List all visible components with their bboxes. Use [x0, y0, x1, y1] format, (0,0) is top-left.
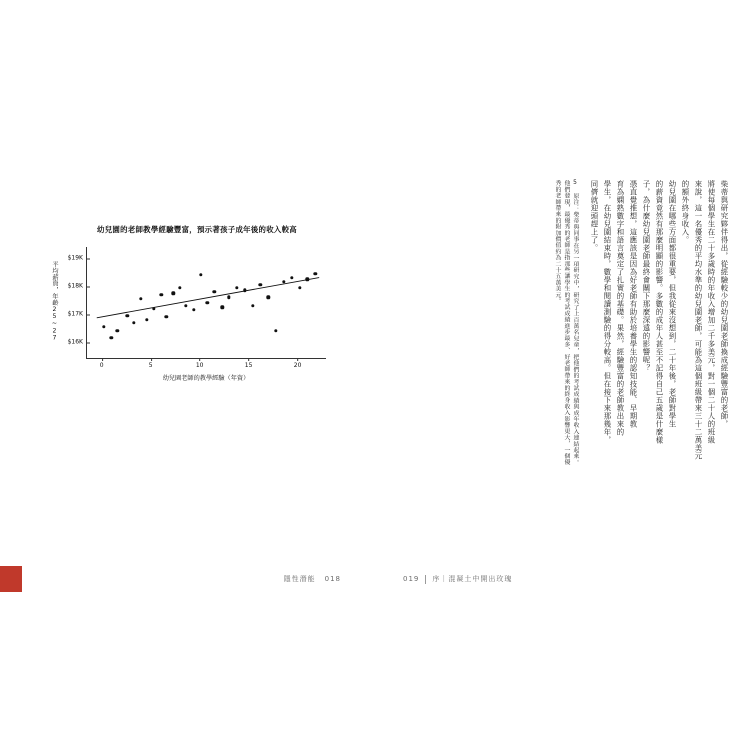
y-axis-label: 平均薪資，年齡25~27 [51, 261, 58, 342]
body-text-column: 的薪資竟然有那麼明顯的影響。多數的成年人甚至不記得自己五歲是什麼樣 [655, 180, 664, 444]
figure-kindergarten-teacher-experience [42, 224, 352, 404]
x-axis-tick: 10 [196, 358, 204, 369]
body-text-column: 幼兒園在哪些方面都很重要，但我從來沒想到，二十年後，老師對學生 [668, 180, 677, 428]
x-axis-tick: 5 [149, 358, 153, 369]
footnote-column: 5 原注：柴蒂與同事在另一項研究中，研究了上百萬名兒童，把他們的考試成績與成年收入連結起來。 [572, 180, 578, 466]
y-axis-tick: $17K [68, 311, 87, 318]
x-axis-tick: 0 [100, 358, 104, 369]
book-spread [0, 158, 750, 592]
folio-left-page [284, 574, 341, 584]
y-axis-tick: $16K [68, 339, 87, 346]
x-axis-tick: 15 [245, 358, 253, 369]
folio-section-label: 序｜混凝土中開出玫瑰 [432, 575, 513, 583]
plot-area-wrapper [42, 241, 352, 393]
folio-section-label: 隱性潛能 [283, 575, 316, 583]
footnote-column: 秀的老師帶來的附加價值約為二十五萬美元。 [554, 180, 560, 304]
body-text-column: 的額外終身收入。 [681, 180, 690, 244]
red-corner-block [0, 566, 22, 592]
book-page-left [20, 158, 365, 592]
body-text-column: 來說，這一名優秀的平均水準的幼兒園老師，可能為這個班級帶來三十二萬美元 [694, 180, 703, 460]
figure-title: 幼兒園的老師教學經驗豐富，預示著孩子成年後的收入較高 [97, 225, 297, 234]
book-page-right [375, 158, 730, 592]
body-text-column: 學生，在幼兒園結束時，數學和閱讀測驗的得分較高。但在接下來那幾年， [603, 180, 612, 444]
folio-page-number: 018 [324, 575, 341, 583]
body-text-column: 同儕就迎頭趕上了。 [590, 180, 599, 252]
folio-right-page [403, 574, 512, 584]
x-axis-label: 幼兒園老師的教學經驗（年資） [162, 375, 250, 382]
body-text-column: 將使每個學生在二十多歲時的年收入增加二千多美元，對一個二十人的班級 [707, 180, 716, 444]
scatter-plot [67, 247, 326, 369]
body-text-column: 子，為什麼幼兒園老師最終會關下那麼深遠的影響呢？ [642, 180, 651, 372]
x-axis-tick: 20 [294, 358, 302, 369]
body-text-column: 憑直覺推想，這應該是因為好老師有助於培養學生的認知技能、早期教 [629, 180, 638, 428]
y-axis-tick: $19K [68, 255, 87, 262]
body-text-column: 柴蒂與研究夥伴得出，從經驗較少的幼兒園老師換成經驗豐富的老師， [720, 180, 729, 428]
body-text-column: 育為嫻熟數字和語言奠定了扎實的基礎。果然，經驗豐富的老師教出來的 [616, 180, 625, 436]
folio-divider [425, 575, 426, 584]
y-axis-tick: $18K [68, 283, 87, 290]
folio-page-number: 019 [403, 575, 420, 583]
footnote-column: 他們發現，最優秀的老師是指那些讓學生的考試成績進步最多、好老師帶來的終身收入影響更大，一個優 [563, 180, 569, 466]
